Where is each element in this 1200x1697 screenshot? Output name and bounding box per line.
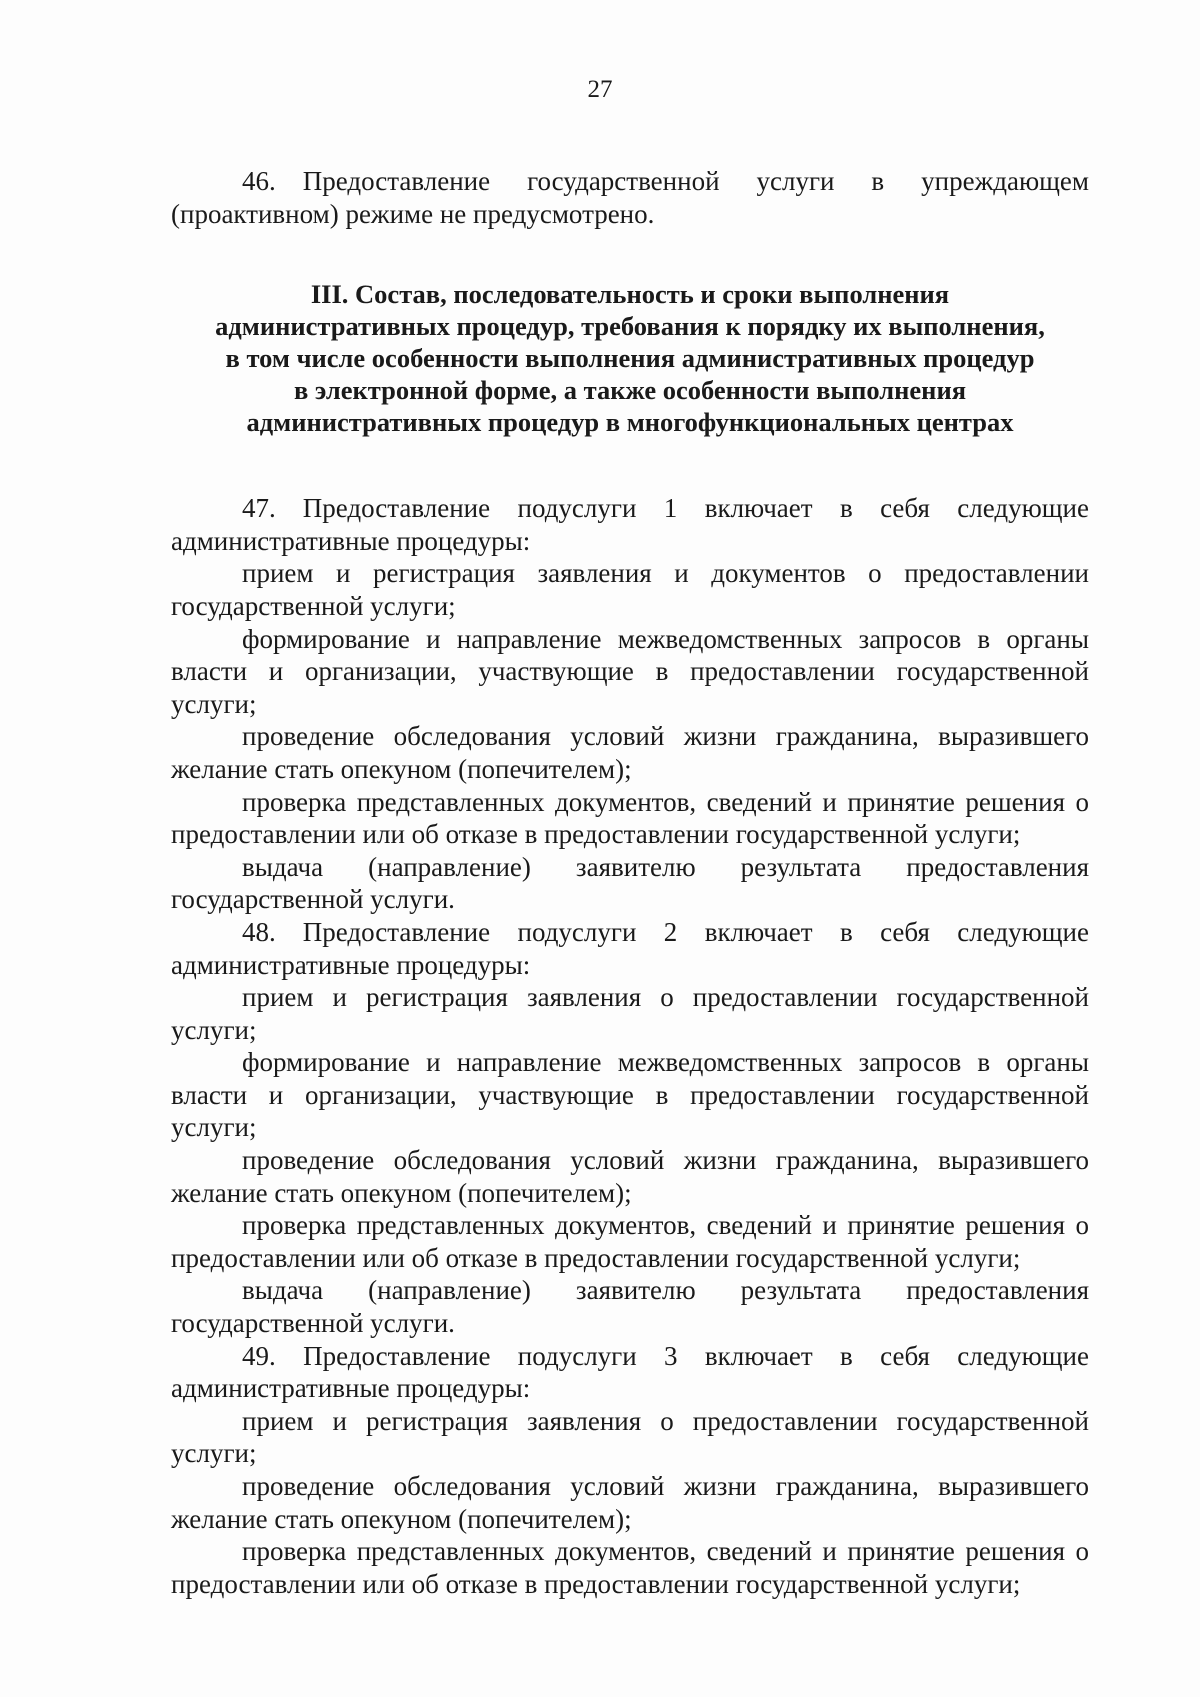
paragraph-47: 47. Предоставление подуслуги 1 включает в себя следующие административные процедуры: [171,493,1089,556]
section-heading [171,278,1089,438]
page-number: 27 [587,76,613,103]
paragraph-46: 46. Предоставление государственной услуги в упреждающем (проактивном) режиме не предусмотрено. [171,166,1089,229]
list-item: проверка представленных документов, сведений и принятие решения о предоставлении или об отказе в предоставлении государственной услуги; [171,1210,1089,1273]
paragraph-49: 49. Предоставление подуслуги 3 включает в себя следующие административные процедуры: [171,1340,1089,1404]
list-item: прием и регистрация заявления о предоставлении государственной услуги; [171,982,1089,1045]
list-item: прием и регистрация заявления и документов о предоставлении государственной услуги; [171,558,1089,621]
document-body [171,165,1089,1600]
heading-line: административных процедур в многофункциональных центрах [246,407,1014,438]
heading-line: III. Состав, последовательность и сроки выполнения [310,279,950,310]
list-item: формирование и направление межведомственных запросов в органы власти и организации, участвующие в предоставлении государственной услуги; [171,623,1089,719]
list-item: формирование и направление межведомственных запросов в органы власти и организации, участвующие в предоставлении государственной услуги; [171,1047,1089,1143]
heading-line: в том числе особенности выполнения административных процедур [225,343,1035,374]
list-item: проверка представленных документов, сведений и принятие решения о предоставлении или об отказе в предоставлении государственной услуги; [171,786,1089,850]
list-item: проведение обследования условий жизни гражданина, выразившего желание стать опекуном (попечителем); [171,721,1089,784]
list-item: выдача (направление) заявителю результата предоставления государственной услуги. [171,851,1089,915]
list-item: проведение обследования условий жизни гражданина, выразившего желание стать опекуном (попечителем); [171,1471,1089,1534]
heading-line: административных процедур, требования к порядку их выполнения, [215,311,1045,342]
list-item: проверка представленных документов, сведений и принятие решения о предоставлении или об отказе в предоставлении государственной услуги; [171,1536,1089,1599]
list-item: проведение обследования условий жизни гражданина, выразившего желание стать опекуном (попечителем); [171,1145,1089,1208]
paragraph-48: 48. Предоставление подуслуги 2 включает в себя следующие административные процедуры: [171,916,1089,980]
list-item: выдача (направление) заявителю результата предоставления государственной услуги. [171,1275,1089,1339]
list-item: прием и регистрация заявления о предоставлении государственной услуги; [171,1405,1089,1469]
heading-line: в электронной форме, а также особенности выполнения [293,375,967,406]
